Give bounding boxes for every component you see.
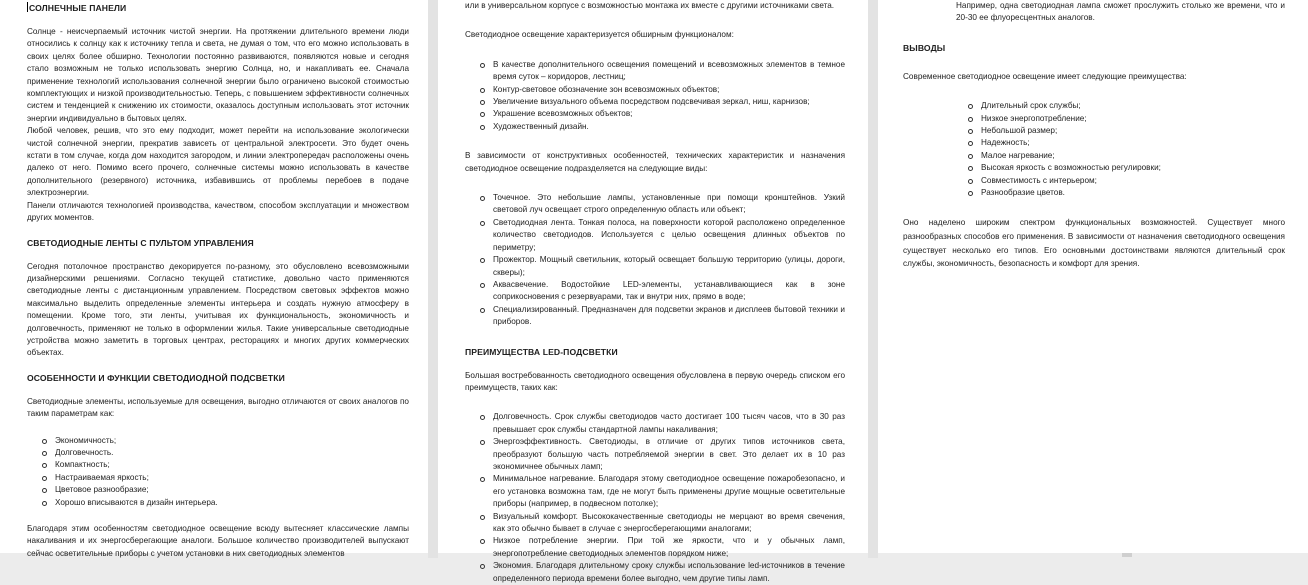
horizontal-scroll-thumb[interactable] — [1122, 553, 1132, 557]
heading-led-features: ОСОБЕННОСТИ И ФУНКЦИИ СВЕТОДИОДНОЙ ПОДСВЕТКИ — [27, 372, 285, 383]
paragraph-modern-led: Современное светодиодное освещение имеет следующие преимущества: — [903, 71, 1187, 81]
paragraph-led-features: Светодиодные элементы, используемые для освещения, выгодно отличаются от своих аналогов по таким параметрам как: — [27, 396, 409, 419]
list-item: Специализированный. Предназначен для подсветки экранов и дисплеев бытовой техники и приборов. — [493, 304, 845, 329]
list-item: Энергоэффективность. Светодиоды, в отличие от других типов источников света, преобразуют большую часть потребляемой энергии в свет. Это делает их в 10 раз экономичнее обычных ламп; — [493, 436, 845, 473]
list-item: Компактность; — [55, 459, 409, 471]
list-item: Светодиодная лента. Тонкая полоса, на поверхности которой расположено определенное количество светодиодов. Используется с целью освещения длинных объектов по периметру; — [493, 217, 845, 254]
list-item: Экономичность; — [55, 435, 409, 447]
paragraph-solar-panels-differ: Панели отличаются технологией производства, качеством, способом эксплуатации и множеством других моментов. — [27, 200, 409, 223]
list-item: Контур-световое обозначение зон всевозможных объектов; — [493, 84, 845, 96]
list-benefits — [903, 100, 1285, 199]
list-continuation — [903, 0, 1285, 25]
document-page-1 — [0, 0, 428, 558]
heading-conclusions: ВЫВОДЫ — [903, 42, 946, 53]
page-separator — [428, 0, 438, 558]
paragraph-advantages: Большая востребованность светодиодного освещения обусловлена в первую очередь списком его преимуществ, таких как: — [465, 370, 845, 392]
list-item: Художественный дизайн. — [493, 121, 845, 133]
list-types — [465, 192, 845, 328]
paragraph-solar-anyone: Любой человек, решив, что это ему подходит, может перейти на использование экологически чистой солнечной энергии, прекратив зависеть от центральной электросети. Это будет очень кстати в том случае, когда дом находится загородом, и линии электропередач расположены очень далеко от него. Помимо всего прочего, солнечные системы можно использовать в качестве дополнительного (резервного) источника, избавившись от проблемы перебоев в подаче электроэнергии. — [27, 126, 409, 198]
list-item: Увеличение визуального объема посредством подсвечивая зеркал, ниш, карнизов; — [493, 96, 845, 108]
list-item: В качестве дополнительного освещения помещений и всевозможных элементов в темное время суток – коридоров, лестниц; — [493, 59, 845, 84]
list-item: Долговечность. — [55, 447, 409, 459]
paragraph-continuation: или в универсальном корпусе с возможностью монтажа их вместе с другими источниками света. — [465, 1, 835, 10]
paragraph-functionality: Светодиодное освещение характеризуется обширным функционалом: — [465, 30, 734, 40]
paragraph-final: Оно наделено широким спектром функциональных возможностей. Существует много разнообразных способов его применения. В зависимости от назначения светодиодного освещения существует несколько его типов. Его основными достоинствами являются длительный срок службы, экономичность, безопасность и комфорт для зрения. — [903, 218, 1285, 269]
list-led-params — [27, 435, 409, 509]
list-item: Низкое потребление энергии. При той же яркости, что и у обычных ламп, энергопотребление светодиодных элементов порядком ниже; — [493, 535, 845, 560]
list-item: Точечное. Это небольшие лампы, установленные при помощи кронштейнов. Узкий световой луч освещает строго определенную область или объект; — [493, 192, 845, 217]
heading-led-strips: СВЕТОДИОДНЫЕ ЛЕНТЫ С ПУЛЬТОМ УПРАВЛЕНИЯ — [27, 237, 254, 248]
list-item: Настраиваемая яркость; — [55, 472, 409, 484]
heading-solar-panels-wrap — [27, 2, 409, 14]
list-item: Малое нагревание; — [981, 150, 1285, 162]
list-item: Хорошо вписываются в дизайн интерьера. — [55, 497, 409, 509]
document-page-2 — [438, 0, 868, 583]
list-item: Визуальный комфорт. Высококачественные светодиоды не мерцают во время свечения, как это обычно бывает в случае с энергосберегающими аналогами; — [493, 511, 845, 536]
page-separator — [868, 0, 878, 558]
list-item: Высокая яркость с возможностью регулировки; — [981, 162, 1285, 174]
list-advantages — [465, 411, 845, 585]
list-item: Низкое энергопотребление; — [981, 113, 1285, 125]
list-item: Цветовое разнообразие; — [55, 484, 409, 496]
list-item: Украшение всевозможных объектов; — [493, 108, 845, 120]
list-item: Совместимость с интерьером; — [981, 175, 1285, 187]
list-item-continuation: Например, одна светодиодная лампа сможет прослужить столько же времени, что и 20-30 ее флуоресцентных аналогов. — [956, 1, 1285, 23]
text-cursor — [27, 2, 28, 12]
list-item: Прожектор. Мощный светильник, который освещает большую территорию (улицы, дороги, скверы); — [493, 254, 845, 279]
paragraph-led-replaces: Благодаря этим особенностям светодиодное освещение всюду вытесняет классические лампы накаливания и их энергосберегающие аналоги. Большое количество производителей выпускают сейчас осветительные приборы с учетом установки в них светодиодных элементов — [27, 524, 409, 558]
list-item: Долговечность. Срок службы светодиодов часто достигает 100 тысяч часов, что в 30 раз превышает срок службы стандартной лампы накаливания; — [493, 411, 845, 436]
list-item: Разнообразие цветов. — [981, 187, 1285, 199]
heading-solar-panels: СОЛНЕЧНЫЕ ПАНЕЛИ — [29, 3, 127, 13]
list-functionality — [465, 59, 845, 133]
paragraph-led-strips: Сегодня потолочное пространство декорируется по-разному, это обусловлено всевозможными дизайнерскими решениями. Согласно текущей статистике, довольно часто применяются светодиодные ленты с дистанционным управлением. Посредством световых эффектов можно максимально выделить определенные элементы интерьера и создать нужную атмосферу в помещении. Кроме того, эти ленты, учитывая их функциональность, экономичность и долговечность, применяют не только в оформлении жилья. Такие универсальные светодиодные устройства можно заметить в торговых центрах, ресторациях и многих других коммерческих объектах. — [27, 261, 409, 358]
paragraph-types: В зависимости от конструктивных особенностей, технических характеристик и назначения светодиодное освещение подразделяется на следующие виды: — [465, 151, 845, 173]
list-item: Надежность; — [981, 137, 1285, 149]
list-item: Минимальное нагревание. Благодаря этому светодиодное освещение пожаробезопасно, и его установка возможна там, где не могут быть применены другие мощные осветительные приборы (например, в подвесном потолке); — [493, 473, 845, 510]
list-item: Небольшой размер; — [981, 125, 1285, 137]
list-item: Аквасвечение. Водостойкие LED-элементы, устанавливающиеся как в зоне соприкосновения с резервуарами, так и внутри них, прямо в воде; — [493, 279, 845, 304]
document-page-3 — [878, 0, 1308, 553]
heading-led-advantages: ПРЕИМУЩЕСТВА LED-ПОДСВЕТКИ — [465, 346, 618, 357]
paragraph-solar-intro: Солнце - неисчерпаемый источник чистой энергии. На протяжении длительного времени люди относились к солнцу как к источнику тепла и света, не думая о том, что его можно использовать в своих целях более обширно. Технологии постоянно развиваются, появляются новые и сегодня стало возможным не только использовать энергию Солнца, но, и накапливать ее. Сначала применение технологий использования солнечной энергии было ограничено высокой стоимостью комплектующих и низкой производительностью. Теперь, с повышением эффективности солнечных систем и тенденцией к снижению их стоимости, оказалось доступным использовать этот источник энергии индивидуально в бытовых целях. — [27, 27, 409, 123]
list-item: Длительный срок службы; — [981, 100, 1285, 112]
list-item: Экономия. Благодаря длительному сроку службы использование led-источников в течение определенного периода времени более выгодно, чем другие типы ламп. — [493, 560, 845, 585]
